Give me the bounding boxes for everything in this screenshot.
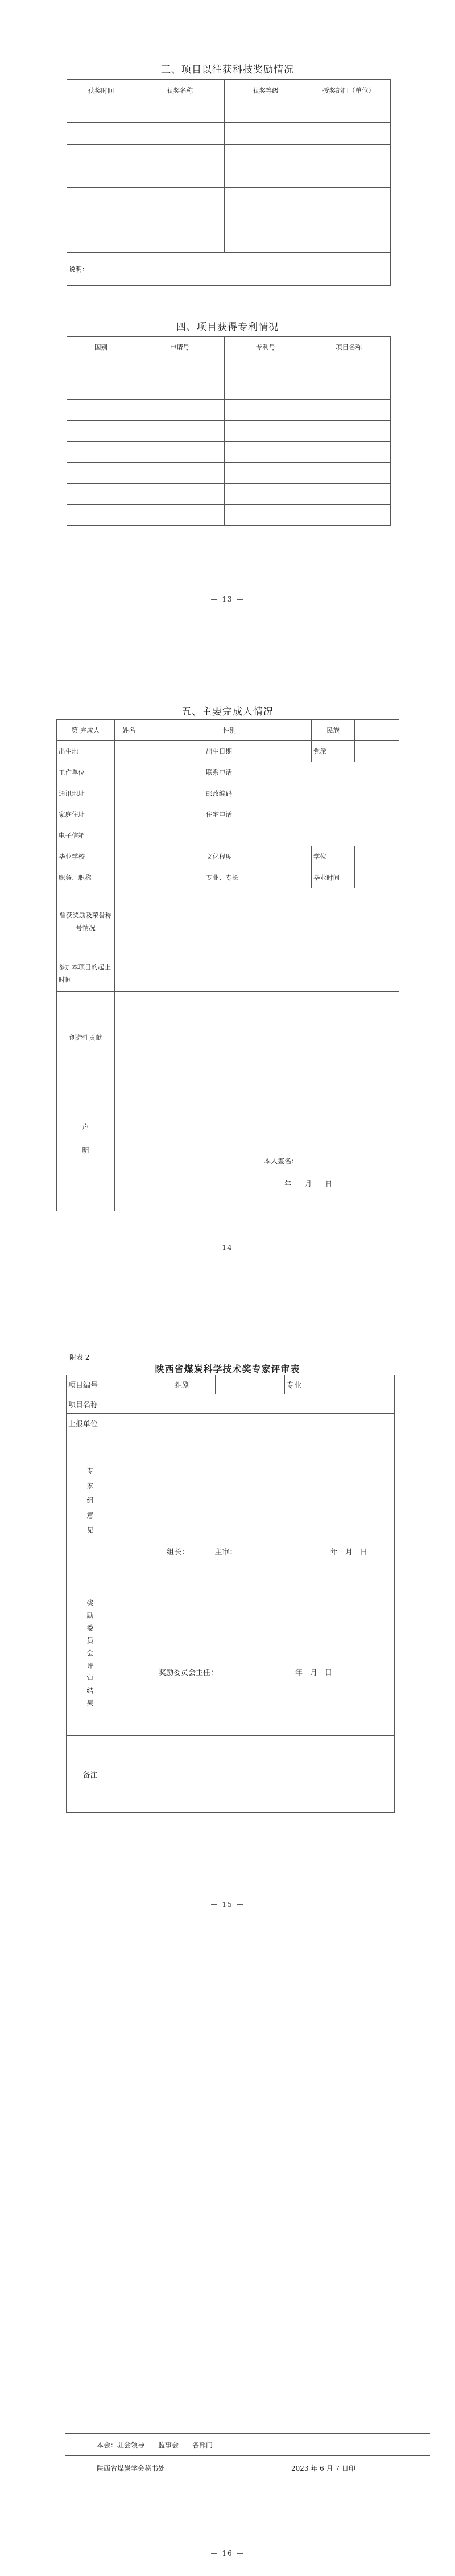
page-number-14: — 14 — bbox=[210, 1244, 245, 1252]
ethnicity-label: 民族 bbox=[312, 720, 355, 741]
participation-period-label: 参加本项目的起止时间 bbox=[57, 954, 115, 992]
awards-section-title: 三、项目以往获科技奖励情况 bbox=[161, 64, 294, 76]
honors-label: 曾获奖励及荣誉称号情况 bbox=[57, 888, 115, 954]
patents-header-project-name: 项目名称 bbox=[307, 337, 391, 357]
remarks-label: 备注 bbox=[67, 1736, 114, 1813]
school-label: 毕业学校 bbox=[57, 846, 115, 867]
footer-rule-top bbox=[65, 2433, 430, 2434]
table-row bbox=[67, 145, 391, 166]
party-label: 党派 bbox=[312, 741, 355, 762]
patents-header-country: 国别 bbox=[67, 337, 135, 357]
email-label: 电子信箱 bbox=[57, 825, 115, 846]
patents-section-title: 四、项目获得专利情况 bbox=[176, 322, 279, 333]
employer-label: 工作单位 bbox=[57, 762, 115, 783]
review-table bbox=[66, 1375, 395, 1813]
table-row bbox=[67, 209, 391, 231]
patents-header-application-no: 申请号 bbox=[135, 337, 225, 357]
table-row bbox=[67, 188, 391, 209]
opinion-signatures: 组长： 主审： bbox=[167, 1548, 237, 1557]
committee-result-label: 奖励委员会评审结果 bbox=[67, 1575, 114, 1736]
education-label: 文化程度 bbox=[204, 846, 255, 867]
table-row bbox=[67, 400, 391, 421]
table-row bbox=[67, 463, 391, 484]
signature-label: 本人签名： bbox=[264, 1157, 299, 1165]
table-row bbox=[67, 484, 391, 505]
patents-table bbox=[67, 336, 391, 526]
awards-table bbox=[67, 79, 391, 286]
page-number-16: — 16 — bbox=[210, 2549, 245, 2557]
graduation-label: 毕业时间 bbox=[312, 867, 355, 888]
awards-header-time: 获奖时间 bbox=[67, 80, 135, 101]
title-label: 职务、职称 bbox=[57, 867, 115, 888]
table-row bbox=[67, 357, 391, 378]
opinion-date: 年 月 日 bbox=[330, 1548, 368, 1557]
gender-label: 性别 bbox=[204, 720, 255, 741]
review-form-title: 陕西省煤炭科学技术奖专家评审表 bbox=[155, 1364, 300, 1375]
home-phone-label: 住宅电话 bbox=[204, 804, 255, 825]
declaration-label: 声明 bbox=[57, 1083, 115, 1211]
page-number-15: — 15 — bbox=[210, 1900, 245, 1908]
rank-label: 第 完成人 bbox=[57, 720, 115, 741]
table-row bbox=[67, 421, 391, 442]
issuer: 陕西省煤炭学会秘书处 bbox=[97, 2464, 166, 2472]
table-row bbox=[67, 442, 391, 463]
result-date: 年 月 日 bbox=[295, 1669, 333, 1677]
table-row bbox=[67, 231, 391, 253]
project-name-label: 项目名称 bbox=[67, 1394, 114, 1414]
phone-label: 联系电话 bbox=[204, 762, 255, 783]
degree-label: 学位 bbox=[312, 846, 355, 867]
page-number-13: — 13 — bbox=[210, 595, 245, 603]
completers-section-title: 五、主要完成人情况 bbox=[181, 706, 274, 718]
committee-director-signature: 奖励委员会主任： bbox=[159, 1669, 218, 1677]
table-row bbox=[67, 123, 391, 145]
footer-rule-middle bbox=[65, 2455, 430, 2456]
group-label: 组别 bbox=[173, 1375, 216, 1394]
cc-list: 本会：驻会领导 监事会 各部门 bbox=[97, 2441, 213, 2449]
awards-note: 说明： bbox=[67, 253, 391, 286]
table-row bbox=[67, 505, 391, 526]
birthdate-label: 出生日期 bbox=[204, 741, 255, 762]
appendix-label: 附表 2 bbox=[69, 1353, 90, 1361]
awards-header-name: 获奖名称 bbox=[135, 80, 225, 101]
awards-header-issuer: 授奖部门（单位） bbox=[307, 80, 391, 101]
home-address-label: 家庭住址 bbox=[57, 804, 115, 825]
contribution-label: 创造性贡献 bbox=[57, 992, 115, 1083]
birthplace-label: 出生地 bbox=[57, 741, 115, 762]
major-label: 专业 bbox=[285, 1375, 317, 1394]
table-row bbox=[67, 166, 391, 188]
address-label: 通讯地址 bbox=[57, 783, 115, 804]
specialty-label: 专业、专长 bbox=[204, 867, 255, 888]
patents-header-patent-no: 专利号 bbox=[225, 337, 307, 357]
name-label: 姓名 bbox=[115, 720, 143, 741]
table-row bbox=[67, 101, 391, 123]
project-number-label: 项目编号 bbox=[67, 1375, 114, 1394]
issue-date: 2023 年 6 月 7 日印 bbox=[291, 2464, 355, 2472]
reporting-unit-label: 上报单位 bbox=[67, 1414, 114, 1433]
expert-opinion-label: 专家组意见 bbox=[67, 1433, 114, 1575]
completers-table bbox=[56, 719, 399, 1211]
awards-header-level: 获奖等级 bbox=[225, 80, 307, 101]
table-row bbox=[67, 378, 391, 400]
declaration-date: 年 月 日 bbox=[284, 1180, 333, 1188]
postcode-label: 邮政编码 bbox=[204, 783, 255, 804]
